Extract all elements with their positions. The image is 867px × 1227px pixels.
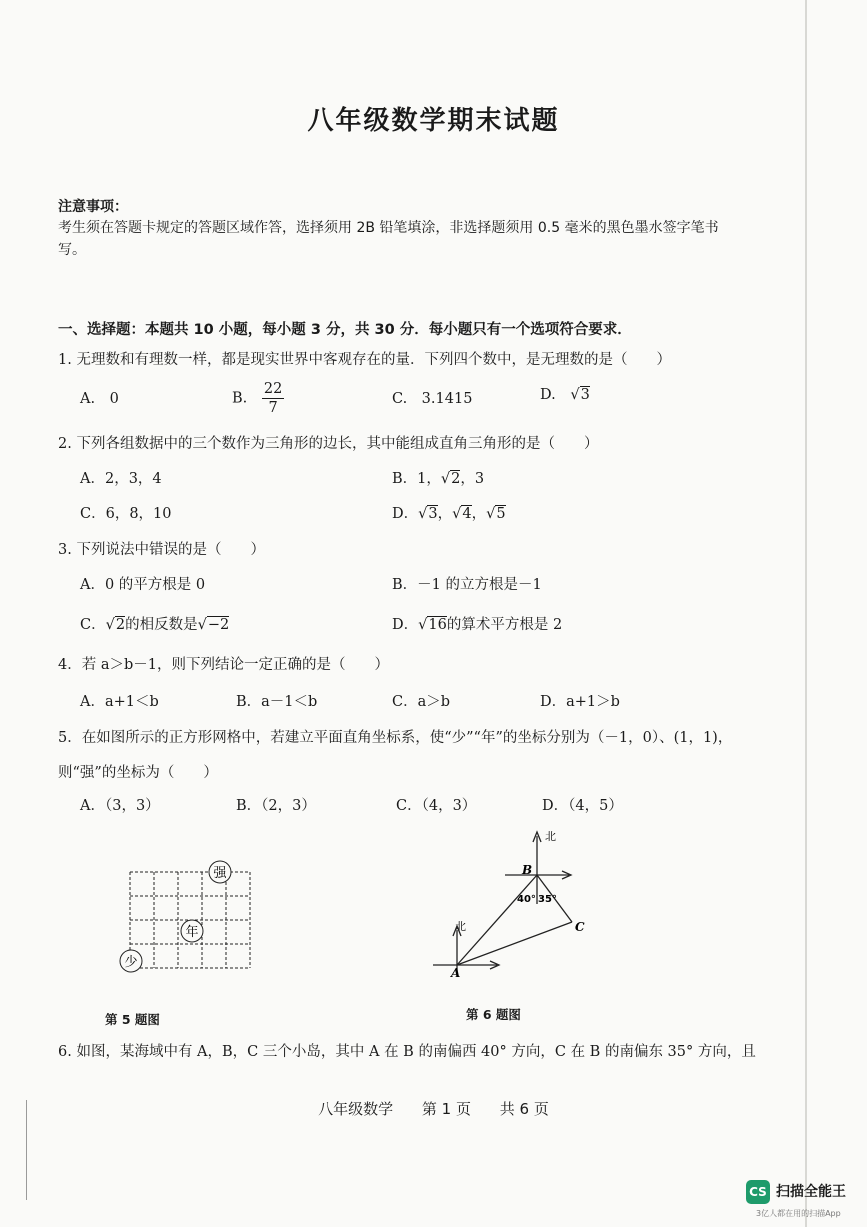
q4-option-d: D．a+1＞b — [540, 694, 620, 710]
page-footer — [0, 1098, 867, 1119]
q3-option-d-text: 的算术平方根是 2 — [446, 617, 563, 633]
q3-option-b: B．－1 的立方根是－1 — [392, 577, 542, 593]
section-heading-1: 一、选择题：本题共 10 小题，每小题 3 分，共 30 分．每小题只有一个选项符合要求． — [58, 322, 632, 338]
radicand: 2 — [115, 617, 126, 633]
camscanner-tagline: 3亿人都在用的扫描App — [756, 1209, 841, 1218]
question-5-stem-line2: 则“强”的坐标为（ ） — [58, 765, 218, 781]
point-c-label: C — [575, 920, 585, 934]
q2-option-c: C．6，8，10 — [80, 506, 172, 522]
q1-option-a: A. 0 — [80, 391, 119, 407]
q4-option-c: C．a＞b — [392, 694, 451, 710]
angle-35-label: 35° — [538, 894, 557, 905]
footer-page: 第 1 页 — [421, 1100, 471, 1118]
camscanner-logo-icon: CS — [746, 1180, 770, 1204]
segment-ac — [457, 922, 572, 965]
separator: ， — [471, 506, 487, 522]
segment-ab — [457, 875, 537, 965]
q5-option-a: A．（3，3） — [80, 798, 160, 814]
figure-5-caption: 第 5 题图 — [105, 1012, 160, 1027]
point-a-label: A — [451, 966, 461, 980]
q3-option-c-label: C． — [80, 617, 106, 633]
notice-body: 考生须在答题卡规定的答题区域作答，选择须用 2B 铅笔填涂，非选择题须用 0.5 毫米的黑色墨水签字笔书写。 — [58, 220, 719, 258]
radicand: 3 — [428, 506, 438, 522]
q1-option-d: D. √3 — [540, 387, 590, 403]
q2-option-d: D．√3，√4，√5 — [392, 506, 506, 522]
q2-option-d-label: D． — [392, 506, 419, 522]
q3-option-c-text: 的相反数是 — [125, 617, 198, 633]
q5-option-d: D．（4，5） — [542, 798, 623, 814]
q2-option-b-suffix: ，3 — [460, 471, 485, 487]
q3-option-d: D．√16的算术平方根是 2 — [392, 617, 563, 633]
point-b-label: B — [522, 863, 533, 877]
north-label-b: 北 — [545, 830, 556, 843]
radicand: 2 — [451, 471, 461, 487]
fraction-denominator: 7 — [268, 400, 278, 416]
q4-option-a: A．a+1＜b — [80, 694, 159, 710]
q3-option-d-label: D． — [392, 617, 419, 633]
footer-subject: 八年级数学 — [318, 1100, 394, 1118]
q5-option-c: C．（4，3） — [396, 798, 477, 814]
qiang-char: 强 — [213, 866, 227, 881]
q1-option-b — [232, 380, 284, 417]
question-2-stem: 2. 下列各组数据中的三个数作为三角形的边长，其中能组成直角三角形的是（ ） — [58, 436, 599, 452]
angle-40-label: 40° — [517, 894, 536, 905]
q3-option-c: C．√2的相反数是√−2 — [80, 617, 230, 633]
figure-6-diagram — [425, 826, 595, 986]
q1-option-b-fraction — [262, 380, 284, 417]
question-1-stem: 1. 无理数和有理数一样，都是现实世界中客观存在的量．下列四个数中，是无理数的是（ ） — [58, 352, 671, 368]
nian-char: 年 — [185, 925, 199, 940]
q4-option-b: B．a－1＜b — [236, 694, 318, 710]
camscanner-name: 扫描全能王 — [776, 1184, 846, 1200]
radicand: 3 — [580, 387, 590, 403]
q1-option-b-label: B. — [232, 390, 248, 407]
q3-option-a: A．0 的平方根是 0 — [80, 577, 206, 593]
q5-option-b: B．（2，3） — [236, 798, 316, 814]
page-title: 八年级数学期末试题 — [307, 106, 560, 136]
separator: ， — [437, 506, 453, 522]
radicand: 5 — [496, 506, 506, 522]
north-label-a: 北 — [455, 920, 466, 933]
q2-option-b: B．1，√2，3 — [392, 471, 485, 487]
fraction-numerator: 22 — [263, 381, 283, 397]
shao-char: 少 — [124, 955, 138, 970]
radicand: 4 — [462, 506, 472, 522]
radicand: −2 — [207, 617, 230, 633]
q1-option-c: C. 3.1415 — [392, 391, 473, 407]
q2-option-b-prefix: B．1， — [392, 471, 441, 487]
question-6-stem: 6. 如图，某海域中有 A，B，C 三个小岛，其中 A 在 B 的南偏西 40° 方向，C 在 B 的南偏东 35° 方向，且 — [58, 1044, 756, 1060]
figure-6-caption: 第 6 题图 — [466, 1007, 521, 1022]
q2-option-a: A．2，3，4 — [80, 471, 162, 487]
scan-edge-right — [805, 0, 807, 1227]
figure-5-grid — [115, 850, 275, 990]
radicand: 16 — [428, 617, 447, 633]
q1-option-d-label: D. — [540, 387, 556, 403]
footer-total: 共 6 页 — [499, 1100, 549, 1118]
question-5-stem-line1: 5．在如图所示的正方形网格中，若建立平面直角坐标系，使“少”“年”的坐标分别为（－1，0）、(1，1)， — [58, 730, 733, 746]
notice-heading: 注意事项： — [58, 199, 128, 215]
question-4-stem: 4．若 a＞b－1，则下列结论一定正确的是（ ） — [58, 657, 389, 673]
question-3-stem: 3. 下列说法中错误的是（ ） — [58, 542, 265, 558]
